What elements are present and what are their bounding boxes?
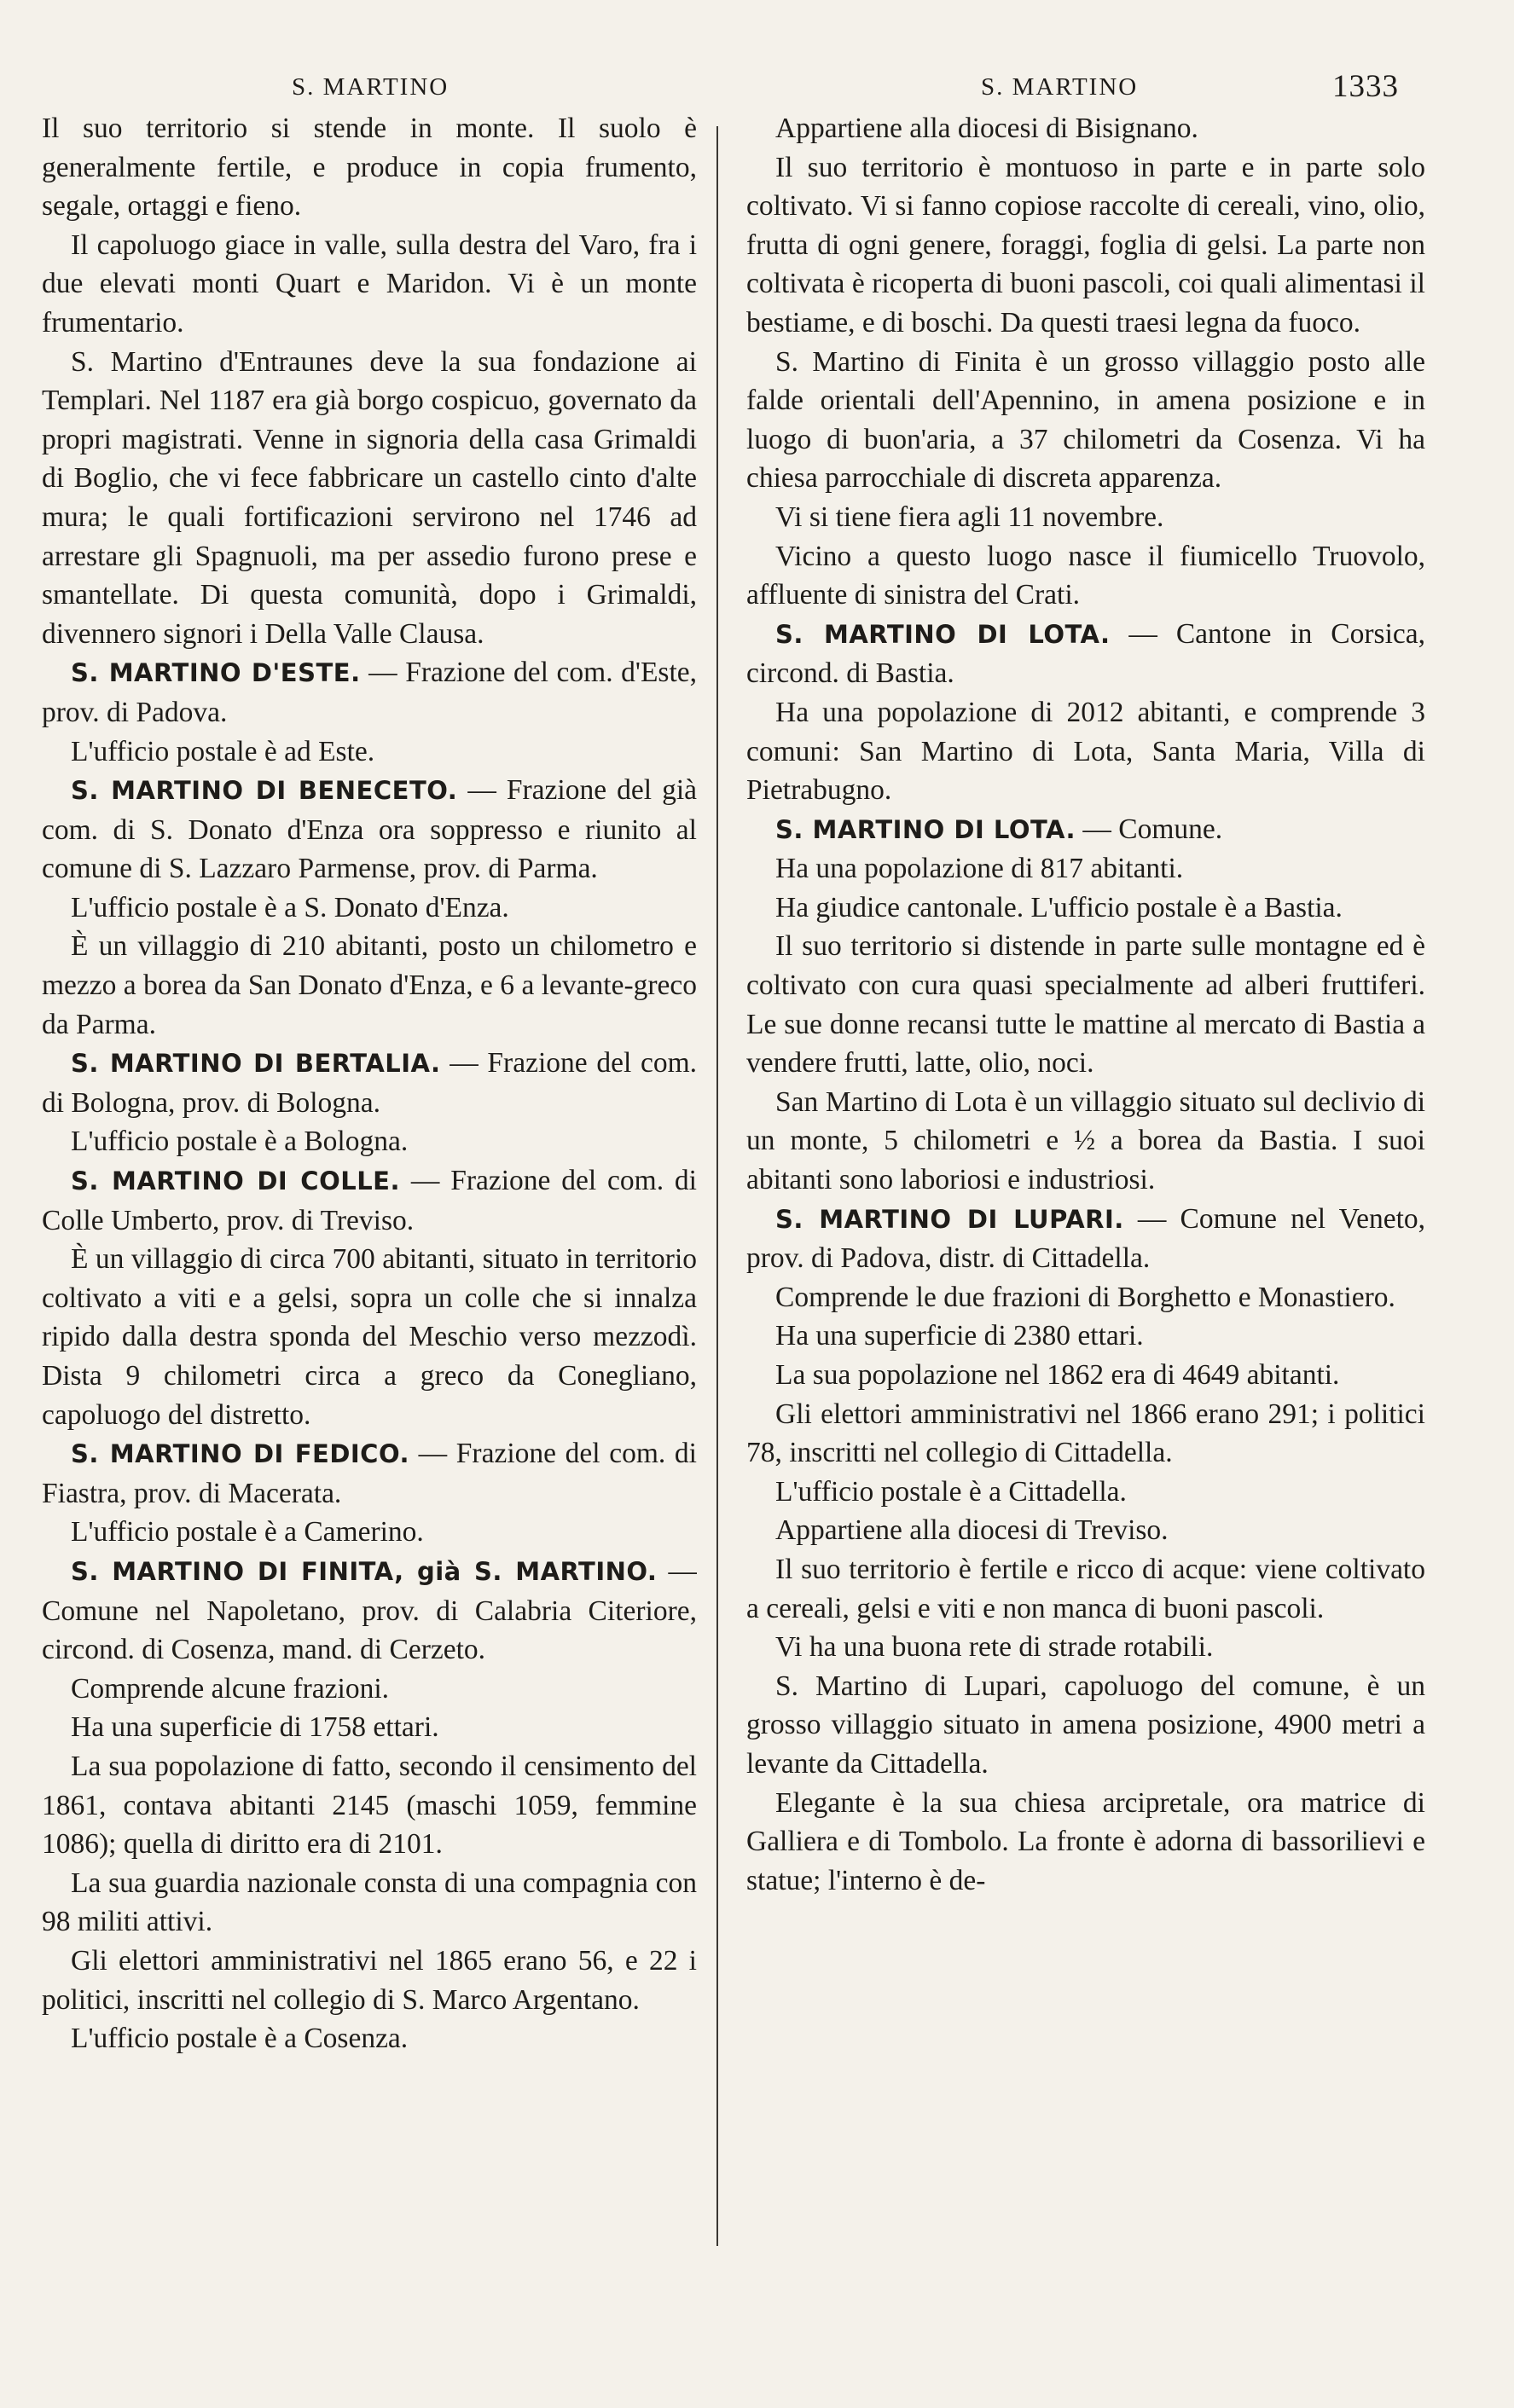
page-number: 1333 bbox=[1332, 69, 1399, 104]
text-paragraph bbox=[746, 1628, 1425, 1667]
paragraph-text: L'ufficio postale è a Cosenza. bbox=[71, 2023, 409, 2055]
paragraph-text: Ha una popolazione di 817 abitanti. bbox=[775, 853, 1184, 885]
entry-paragraph bbox=[746, 615, 1425, 693]
entry-headword: S. MARTINO D'ESTE. bbox=[71, 658, 361, 688]
text-paragraph bbox=[42, 889, 697, 928]
entry-paragraph bbox=[42, 653, 697, 732]
paragraph-text: — Frazione del com. di Colle Umberto, prov. di Treviso. bbox=[42, 1165, 697, 1236]
paragraph-text: Comprende le due frazioni di Borghetto e Monastiero. bbox=[775, 1281, 1395, 1313]
entry-paragraph bbox=[42, 1044, 697, 1122]
entry-headword: S. MARTINO DI LOTA. bbox=[775, 619, 1111, 649]
text-paragraph bbox=[42, 732, 697, 772]
entry-headword: S. MARTINO DI LOTA. bbox=[775, 814, 1076, 844]
paragraph-text: Il suo territorio si distende in parte sulle montagne ed è coltivato con cura quasi specialmente ad alberi fruttiferi. Le sue donne recansi tutte le mattine al mercato di Bastia a vendere frutti, latte, olio, noci. bbox=[746, 930, 1425, 1080]
paragraph-text: Vicino a questo luogo nasce il fiumicello Truovolo, affluente di sinistra del Crati. bbox=[746, 540, 1425, 611]
text-paragraph bbox=[42, 1942, 697, 2019]
text-paragraph bbox=[42, 1513, 697, 1552]
paragraph-text: L'ufficio postale è a Camerino. bbox=[71, 1516, 424, 1548]
text-paragraph bbox=[746, 148, 1425, 343]
paragraph-text: Il capoluogo giace in valle, sulla destra del Varo, fra i due elevati monti Quart e Maridon. Vi è un monte frumentario. bbox=[42, 229, 697, 339]
text-paragraph bbox=[746, 498, 1425, 537]
paragraph-text: L'ufficio postale è a S. Donato d'Enza. bbox=[71, 891, 509, 923]
paragraph-text: Appartiene alla diocesi di Treviso. bbox=[775, 1514, 1169, 1547]
entry-paragraph bbox=[42, 1552, 697, 1670]
entry-headword: S. MARTINO DI BENECETO. bbox=[71, 776, 458, 806]
running-head-left: S. MARTINO bbox=[292, 73, 450, 101]
paragraph-text: L'ufficio postale è ad Este. bbox=[71, 735, 375, 767]
left-column bbox=[42, 109, 697, 2275]
paragraph-text: S. Martino di Lupari, capoluogo del comune, è un grosso villaggio situato in amena posizione, 4900 metri a levante da Cittadella. bbox=[746, 1670, 1425, 1780]
text-paragraph bbox=[746, 537, 1425, 615]
text-paragraph bbox=[746, 1083, 1425, 1200]
text-paragraph bbox=[42, 1708, 697, 1747]
text-paragraph bbox=[42, 1240, 697, 1434]
paragraph-text: Ha giudice cantonale. L'ufficio postale è a Bastia. bbox=[775, 891, 1343, 923]
paragraph-text: Vi si tiene fiera agli 11 novembre. bbox=[775, 501, 1164, 533]
paragraph-text: — Frazione del com. d'Este, prov. di Padova. bbox=[42, 657, 697, 728]
entry-paragraph bbox=[42, 1161, 697, 1240]
text-paragraph bbox=[42, 1864, 697, 1942]
running-head-right: S. MARTINO bbox=[981, 73, 1139, 101]
entry-paragraph bbox=[746, 1200, 1425, 1278]
right-column bbox=[746, 109, 1425, 2275]
text-paragraph bbox=[42, 226, 697, 343]
entry-paragraph bbox=[746, 810, 1425, 850]
paragraph-text: Elegante è la sua chiesa arcipretale, ora matrice di Galliera e di Tombolo. La fronte è adorna di bassorilievi e statue; l'interno è de- bbox=[746, 1786, 1425, 1896]
paragraph-text: Il suo territorio si stende in monte. Il suolo è generalmente fertile, e produce in copia frumento, segale, ortaggi e fieno. bbox=[42, 113, 697, 223]
paragraph-text: Ha una superficie di 1758 ettari. bbox=[71, 1711, 439, 1744]
paragraph-text: S. Martino di Finita è un grosso villaggio posto alle falde orientali dell'Apennino, in amena posizione e in luogo di buon'aria, a 37 chilometri da Cosenza. Vi ha chiesa parrocchiale di discreta apparenza. bbox=[746, 345, 1425, 495]
paragraph-text: Gli elettori amministrativi nel 1866 erano 291; i politici 78, inscritti nel collegio di Cittadella. bbox=[746, 1398, 1425, 1469]
paragraph-text: — Cantone in Corsica, circond. di Bastia. bbox=[746, 617, 1425, 690]
paragraph-text: È un villaggio di 210 abitanti, posto un chilometro e mezzo a borea da San Donato d'Enza, e 6 a levante-greco da Parma. bbox=[42, 930, 697, 1040]
paragraph-text: S. Martino d'Entraunes deve la sua fondazione ai Templari. Nel 1187 era già borgo cospicuo, governato da propri magistrati. Venne in signoria della casa Grimaldi di Boglio, che vi fece fabbricare un castello cinto d'alte mura; le quali fortificazioni servirono nel 1746 ad arrestare gli Spagnuoli, ma per assedio furono prese e smantellate. Di questa comunità, dopo i Grimaldi, divennero signori i Della Valle Clausa. bbox=[42, 345, 697, 650]
text-paragraph bbox=[42, 343, 697, 654]
paragraph-text: — Comune nel Veneto, prov. di Padova, distr. di Cittadella. bbox=[746, 1202, 1425, 1275]
text-paragraph bbox=[42, 109, 697, 226]
text-paragraph bbox=[746, 889, 1425, 928]
text-paragraph bbox=[746, 343, 1425, 498]
paragraph-text: La sua guardia nazionale consta di una compagnia con 98 militi attivi. bbox=[42, 1867, 697, 1938]
text-paragraph bbox=[746, 109, 1425, 148]
text-paragraph bbox=[42, 1670, 697, 1709]
paragraph-text: L'ufficio postale è a Bologna. bbox=[71, 1126, 409, 1158]
column-divider bbox=[716, 126, 718, 2246]
text-paragraph bbox=[42, 2019, 697, 2058]
text-paragraph bbox=[746, 1667, 1425, 1784]
entry-headword: S. MARTINO DI LUPARI. bbox=[775, 1204, 1124, 1234]
text-paragraph bbox=[746, 1317, 1425, 1356]
text-paragraph bbox=[42, 1122, 697, 1161]
text-paragraph bbox=[746, 849, 1425, 889]
text-paragraph bbox=[746, 1278, 1425, 1317]
paragraph-text: Appartiene alla diocesi di Bisignano. bbox=[775, 113, 1198, 144]
paragraph-text: Ha una superficie di 2380 ettari. bbox=[775, 1320, 1144, 1352]
text-paragraph bbox=[42, 1747, 697, 1864]
entry-headword: S. MARTINO DI FEDICO. bbox=[71, 1439, 409, 1469]
text-paragraph bbox=[42, 927, 697, 1044]
text-paragraph bbox=[746, 1473, 1425, 1512]
text-paragraph bbox=[746, 1784, 1425, 1901]
paragraph-text: Il suo territorio è fertile e ricco di acque: viene coltivato a cereali, gelsi e viti e non manca di buoni pascoli. bbox=[746, 1553, 1425, 1624]
paragraph-text: — Frazione del com. di Fiastra, prov. di Macerata. bbox=[42, 1438, 697, 1509]
paragraph-text: — Comune nel Napoletano, prov. di Calabria Citeriore, circond. di Cosenza, mand. di Cerzeto. bbox=[42, 1554, 697, 1666]
paragraph-text: Il suo territorio è montuoso in parte e in parte solo coltivato. Vi si fanno copiose raccolte di cereali, vino, olio, frutta di ogni genere, foraggi, foglia di gelsi. La parte non coltivata è ricoperta di buoni pascoli, coi quali alimentasi il bestiame, e di boschi. Da questi traesi legna da fuoco. bbox=[746, 151, 1425, 339]
entry-headword: S. MARTINO DI BERTALIA. bbox=[71, 1049, 441, 1079]
paragraph-text: Ha una popolazione di 2012 abitanti, e comprende 3 comuni: San Martino di Lota, Santa Maria, Villa di Pietrabugno. bbox=[746, 696, 1425, 807]
entry-paragraph bbox=[42, 1434, 697, 1513]
text-paragraph bbox=[746, 1550, 1425, 1628]
paragraph-text: Vi ha una buona rete di strade rotabili. bbox=[775, 1631, 1214, 1664]
paragraph-text: È un villaggio di circa 700 abitanti, situato in territorio coltivato a viti e a gelsi, sopra un colle che si innalza ripido dalla destra sponda del Meschio verso mezzodì. Dista 9 chilometri circa a greco da Conegliano, capoluogo del distretto. bbox=[42, 1243, 697, 1431]
paragraph-text: — Comune. bbox=[1076, 813, 1223, 845]
text-paragraph bbox=[746, 1395, 1425, 1473]
entry-headword: S. MARTINO DI FINITA, già S. MARTINO. bbox=[71, 1556, 658, 1586]
text-paragraph bbox=[746, 927, 1425, 1082]
entry-paragraph bbox=[42, 771, 697, 889]
paragraph-text: — Frazione del già com. di S. Donato d'Enza ora soppresso e riunito al comune di S. Lazzaro Parmense, prov. di Parma. bbox=[42, 774, 697, 885]
text-paragraph bbox=[746, 1356, 1425, 1395]
paragraph-text: La sua popolazione di fatto, secondo il censimento del 1861, contava abitanti 2145 (maschi 1059, femmine 1086); quella di diritto era di 2101. bbox=[42, 1750, 697, 1861]
text-paragraph bbox=[746, 1511, 1425, 1550]
entry-headword: S. MARTINO DI COLLE. bbox=[71, 1166, 401, 1196]
paragraph-text: Gli elettori amministrativi nel 1865 erano 56, e 22 i politici, inscritti nel collegio di S. Marco Argentano. bbox=[42, 1944, 697, 2016]
paragraph-text: — Frazione del com. di Bologna, prov. di Bologna. bbox=[42, 1047, 697, 1119]
paragraph-text: La sua popolazione nel 1862 era di 4649 abitanti. bbox=[775, 1359, 1340, 1391]
paragraph-text: L'ufficio postale è a Cittadella. bbox=[775, 1475, 1127, 1508]
text-paragraph bbox=[746, 693, 1425, 810]
paragraph-text: Comprende alcune frazioni. bbox=[71, 1672, 389, 1705]
paragraph-text: San Martino di Lota è un villaggio situato sul declivio di un monte, 5 chilometri e ½ a borea da Bastia. I suoi abitanti sono laboriosi e industriosi. bbox=[746, 1085, 1425, 1196]
